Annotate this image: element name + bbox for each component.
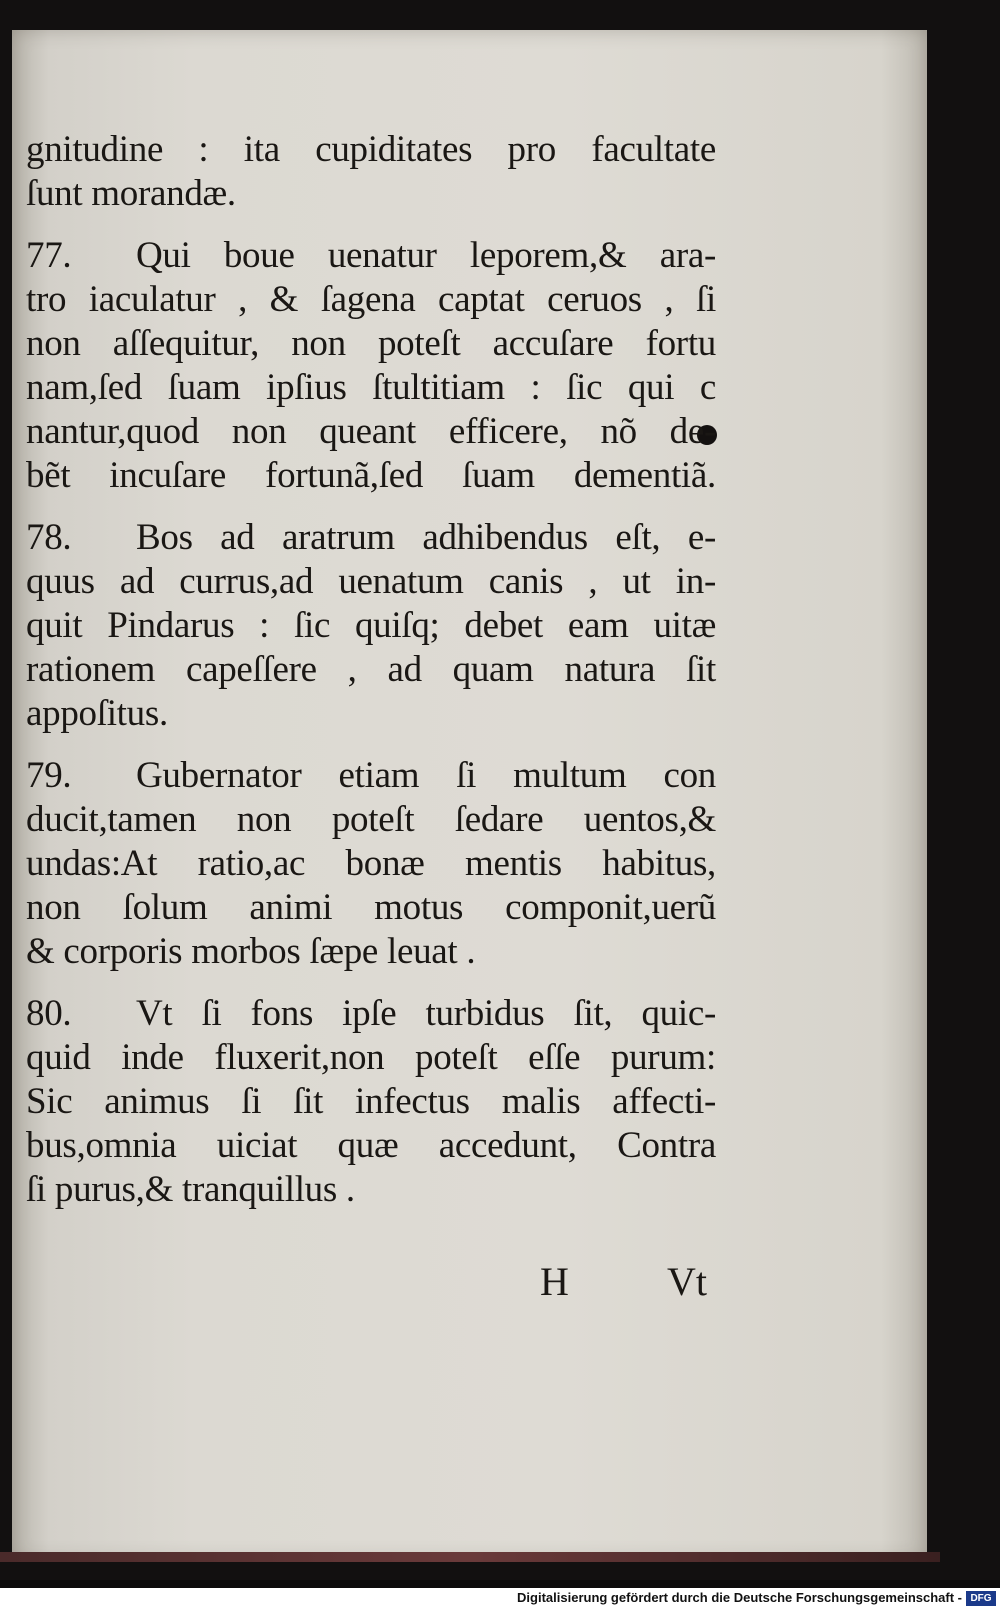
paragraph-line: & corporis morbos ſæpe leuat . xyxy=(26,931,476,972)
paragraph-number: 78. xyxy=(26,517,72,558)
paragraph-line: Sic animus ſi ſit infectus malis affecti- xyxy=(26,1081,716,1122)
paragraph-number: 77. xyxy=(26,235,72,276)
digitization-footer xyxy=(0,1588,1000,1613)
paragraph-line: non ſolum animi motus componit,uerũ xyxy=(26,887,716,928)
intro-line-2: ſunt morandæ. xyxy=(26,173,236,214)
paragraph-number: 79. xyxy=(26,755,72,796)
dfg-logo: DFG xyxy=(966,1591,996,1606)
paragraph-line: undas:At ratio,ac bonæ mentis habitus, xyxy=(26,843,716,884)
catchword: Vt xyxy=(667,1259,707,1304)
page-bottom-edge xyxy=(0,1552,940,1562)
paragraph-line: ſi purus,& tranquillus . xyxy=(26,1169,355,1210)
paragraph-line-text: Gubernator etiam ſi multum con xyxy=(136,755,716,796)
paragraph-line xyxy=(26,992,716,1036)
paragraph-line: quit Pindarus : ſic quiſq; debet eam uitæ xyxy=(26,605,716,646)
paragraph-line: tro iaculatur , & ſagena captat ceruos , ſi xyxy=(26,279,716,320)
paragraph-78 xyxy=(26,516,716,736)
intro-line-1: gnitudine : ita cupiditates pro facultate xyxy=(26,129,716,170)
footer-credit: Digitalisierung gefördert durch die Deutsche Forschungsgemeinschaft - xyxy=(517,1590,962,1605)
paragraph-line: quid inde fluxerit,non poteſt eſſe purum: xyxy=(26,1037,716,1078)
paragraph-number: 80. xyxy=(26,993,72,1034)
paragraph-line: bus,omnia uiciat quæ accedunt, Contra xyxy=(26,1125,716,1166)
page-text xyxy=(26,128,716,1212)
book-page xyxy=(12,30,927,1560)
paragraph-line: ducit,tamen non poteſt ſedare uentos,& xyxy=(26,799,716,840)
paragraph-line xyxy=(26,234,716,278)
paragraph-line: non aſſequitur, non poteſt accuſare fortu xyxy=(26,323,716,364)
paragraph-line: nam,ſed ſuam ipſius ſtultitiam : ſic qui c xyxy=(26,367,716,408)
paragraph-line: nantur,quod non queant efficere, nõ de- xyxy=(26,411,716,452)
paragraph-79 xyxy=(26,754,716,974)
paragraph-80 xyxy=(26,992,716,1212)
paragraph-line: bẽt incuſare fortunã,ſed ſuam dementiã. xyxy=(26,455,716,496)
paragraph-77 xyxy=(26,234,716,498)
paragraph-line: appoſitus. xyxy=(26,693,168,734)
paragraph-line xyxy=(26,516,716,560)
paragraph-line xyxy=(26,754,716,798)
paragraph-line-text: Vt ſi fons ipſe turbidus ſit, quic- xyxy=(136,993,716,1034)
paragraph-line-text: Qui boue uenatur leporem,& ara- xyxy=(136,235,716,276)
paragraph-line: quus ad currus,ad uenatum canis , ut in- xyxy=(26,561,716,602)
signature-mark: H xyxy=(540,1259,569,1304)
paragraph-line: rationem capeſſere , ad quam natura ſit xyxy=(26,649,716,690)
paragraph-line-text: Bos ad aratrum adhibendus eſt, e- xyxy=(136,517,716,558)
